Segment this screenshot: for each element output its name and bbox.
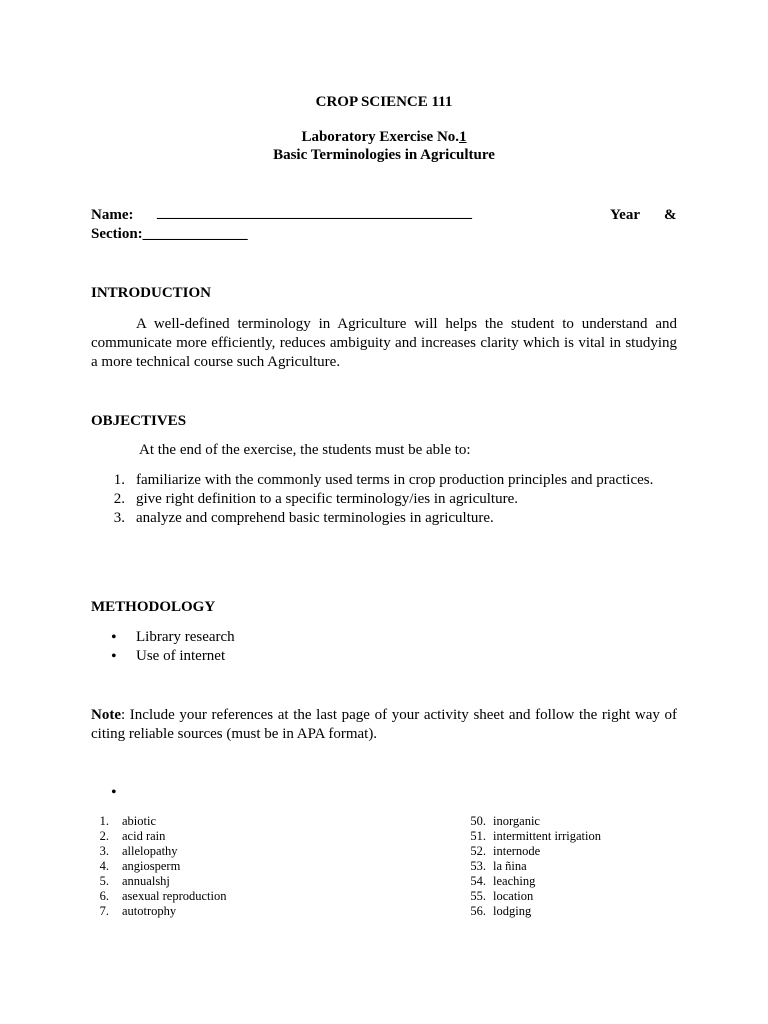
term-text: autotrophy [122,904,177,918]
exercise-title [91,129,677,146]
methodology-text: Use of internet [136,648,226,664]
term-number: 55. [470,889,486,903]
term-text: acid rain [122,829,166,843]
term-number: 53. [470,859,486,873]
objective-number: 3. [113,510,125,526]
term-text: location [493,889,534,903]
exercise-number: 1 [459,129,467,145]
bullet-icon: • [111,629,117,646]
term-text: internode [493,844,541,858]
term-number: 50. [470,814,486,828]
year-ampersand: & [664,207,677,223]
name-blank: __________________________________________ [157,205,472,221]
course-title: CROP SCIENCE 111 [315,94,453,110]
exercise-subtitle: Basic Terminologies in Agriculture [273,147,495,163]
term-text: asexual reproduction [122,889,227,903]
term-text: intermittent irrigation [493,829,601,843]
term-text: abiotic [122,814,157,828]
term-text: leaching [493,874,536,888]
term-number: 56. [470,904,486,918]
objectives-heading: OBJECTIVES [91,413,187,429]
term-number: 52. [470,844,486,858]
term-text: lodging [493,904,532,918]
note-paragraph [91,706,677,744]
term-number: 3. [99,844,109,858]
term-text: inorganic [493,814,540,828]
year-label: Year [610,207,640,223]
note-label: Note [91,707,121,723]
term-number: 7. [99,904,109,918]
methodology-heading: METHODOLOGY [91,599,216,615]
term-number: 4. [99,859,109,873]
introduction-heading: INTRODUCTION [91,285,212,301]
methodology-text: Library research [136,629,235,645]
empty-bullet-icon: • [111,784,117,801]
term-text: angiosperm [122,859,181,873]
term-text: annualshj [122,874,170,888]
term-number: 2. [99,829,109,843]
exercise-prefix: Laboratory Exercise No. [301,129,460,145]
introduction-text: A well-defined terminology in Agriculture will helps the student to understand and communicate more efficiently, reduces ambiguity and increases clarity which is vital in studying a more technical course such Agriculture. [91,316,677,370]
term-number: 51. [470,829,486,843]
objective-number: 2. [113,491,125,507]
term-number: 5. [99,874,109,888]
objective-text: give right definition to a specific terminology/ies in agriculture. [136,491,518,507]
section-label: Section: [91,226,143,242]
bullet-icon: • [111,648,117,665]
name-label: Name: [91,207,134,223]
objective-number: 1. [113,472,125,488]
section-field [91,226,248,243]
objectives-lead: At the end of the exercise, the students must be able to: [139,442,471,458]
section-blank: ______________ [142,226,248,242]
term-number: 1. [99,814,109,828]
objective-text: analyze and comprehend basic terminologies in agriculture. [136,510,494,526]
term-number: 54. [470,874,486,888]
objective-text: familiarize with the commonly used terms in crop production principles and practices. [136,472,654,488]
note-text: : Include your references at the last page of your activity sheet and follow the right way of citing reliable sources (must be in APA format). [91,707,677,742]
term-text: la ñina [493,859,527,873]
term-number: 6. [99,889,109,903]
term-text: allelopathy [122,844,178,858]
